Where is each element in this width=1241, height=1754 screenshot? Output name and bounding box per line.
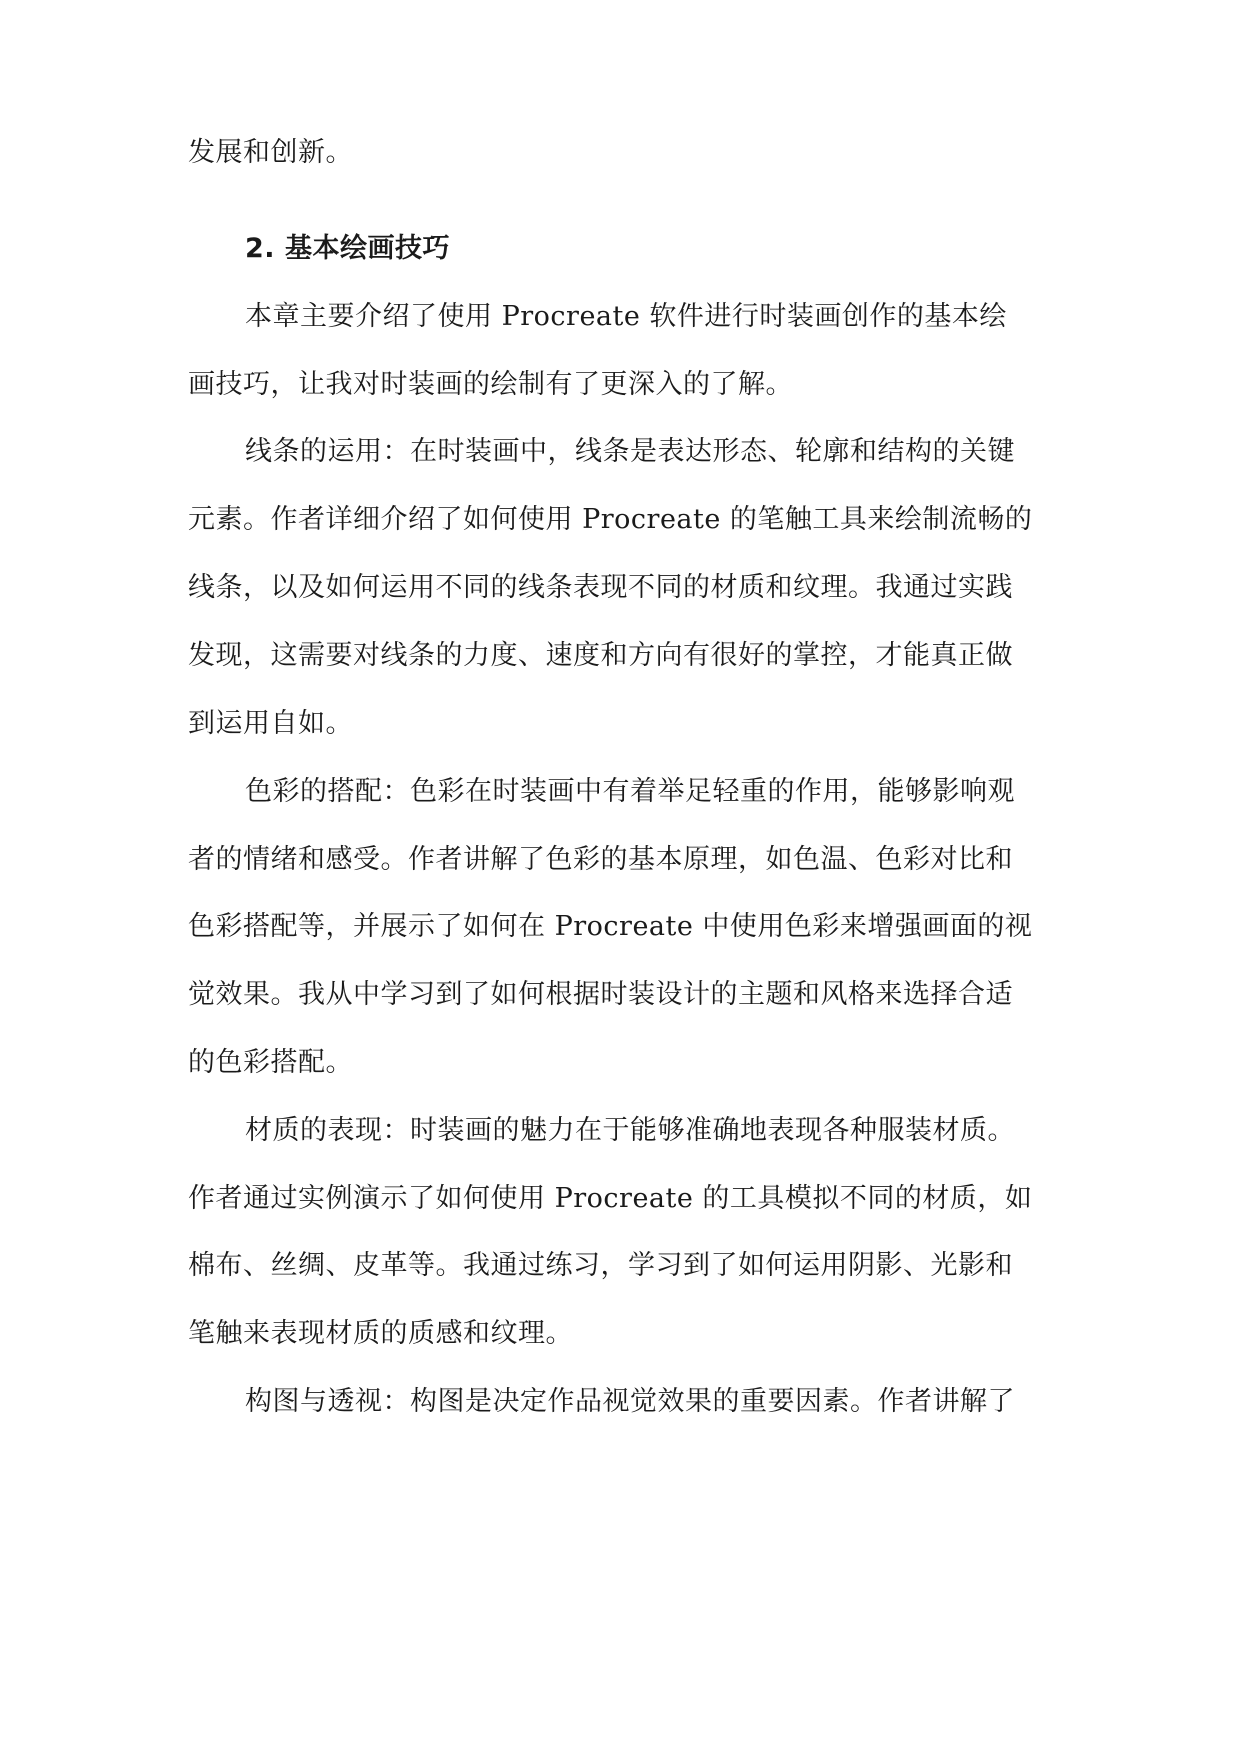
paragraph-line: 觉效果。我从中学习到了如何根据时装设计的主题和风格来选择合适: [188, 979, 1013, 1010]
paragraph-line: 作者通过实例演示了如何使用 Procreate 的工具模拟不同的材质，如: [188, 1183, 1033, 1214]
paragraph-line: 材质的表现：时装画的魅力在于能够准确地表现各种服装材质。: [245, 1115, 1015, 1146]
paragraph-line: 的色彩搭配。: [188, 1047, 353, 1078]
section-heading: 2. 基本绘画技巧: [245, 233, 450, 264]
paragraph-line: 笔触来表现材质的质感和纹理。: [188, 1318, 573, 1349]
paragraph-line: 棉布、丝绸、皮革等。我通过练习，学习到了如何运用阴影、光影和: [188, 1250, 1013, 1281]
paragraph-line: 本章主要介绍了使用 Procreate 软件进行时装画创作的基本绘: [245, 301, 1007, 332]
paragraph-line: 发现，这需要对线条的力度、速度和方向有很好的掌控，才能真正做: [188, 640, 1013, 671]
paragraph-line: 者的情绪和感受。作者讲解了色彩的基本原理，如色温、色彩对比和: [188, 844, 1013, 875]
paragraph-line: 画技巧，让我对时装画的绘制有了更深入的了解。: [188, 369, 793, 400]
paragraph-line: 线条的运用：在时装画中，线条是表达形态、轮廓和结构的关键: [245, 436, 1015, 467]
paragraph-line: 色彩搭配等，并展示了如何在 Procreate 中使用色彩来增强画面的视: [188, 911, 1033, 942]
paragraph-line: 到运用自如。: [188, 708, 353, 739]
paragraph-line: 色彩的搭配：色彩在时装画中有着举足轻重的作用，能够影响观: [245, 776, 1015, 807]
paragraph-line: 发展和创新。: [188, 137, 353, 168]
paragraph-line: 元素。作者详细介绍了如何使用 Procreate 的笔触工具来绘制流畅的: [188, 504, 1033, 535]
paragraph-line: 线条，以及如何运用不同的线条表现不同的材质和纹理。我通过实践: [188, 572, 1013, 603]
paragraph-line: 构图与透视：构图是决定作品视觉效果的重要因素。作者讲解了: [245, 1386, 1015, 1417]
